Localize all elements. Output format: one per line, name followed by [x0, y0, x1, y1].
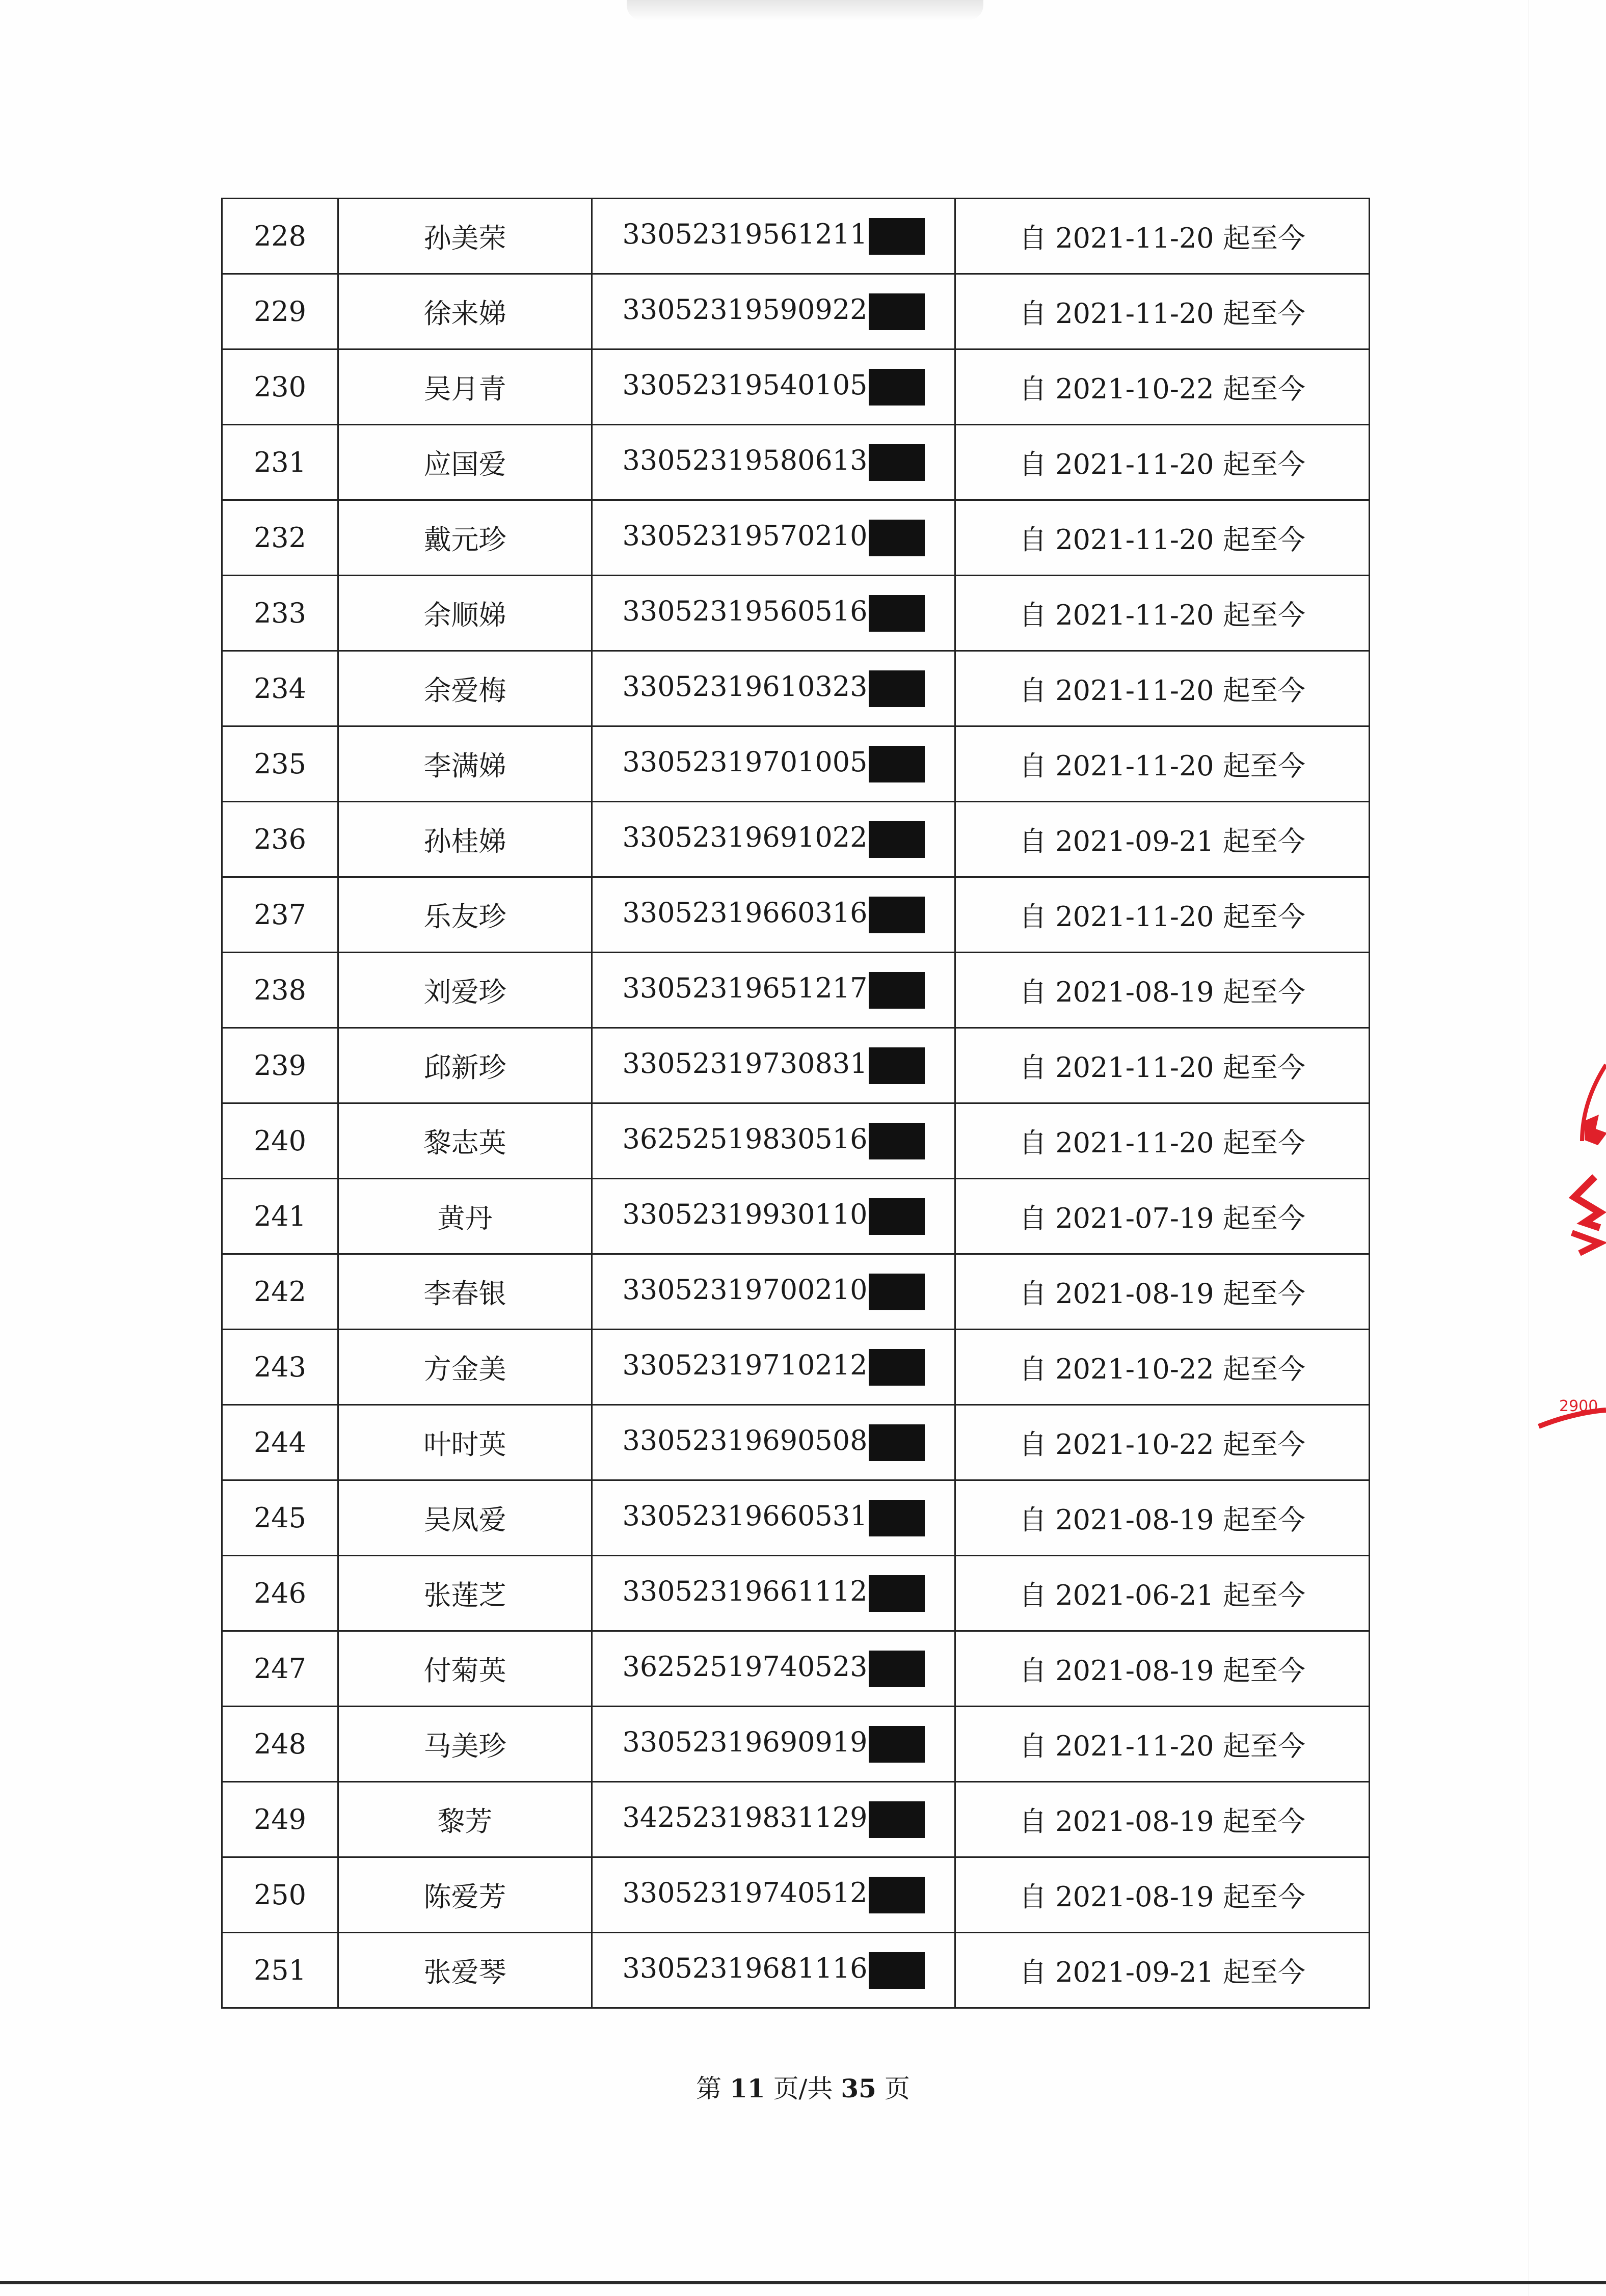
person-name: 徐来娣	[338, 274, 592, 349]
person-name: 李春银	[338, 1254, 592, 1330]
person-name: 乐友珍	[338, 877, 592, 953]
row-number: 235	[222, 726, 338, 802]
id-number-cell	[592, 1254, 955, 1330]
table-row	[222, 1028, 1370, 1103]
row-number: 249	[222, 1782, 338, 1857]
row-number: 236	[222, 802, 338, 877]
period-text: 自 2021-11-20 起至今	[955, 1028, 1370, 1103]
person-name: 刘爱珍	[338, 953, 592, 1028]
id-number-cell	[592, 1405, 955, 1480]
person-name: 孙美荣	[338, 199, 592, 274]
id-number-prefix: 33052319690919	[622, 1725, 868, 1758]
row-number: 248	[222, 1707, 338, 1782]
id-number-prefix: 36252519830516	[622, 1122, 868, 1155]
id-number-prefix: 33052319660531	[622, 1499, 868, 1532]
id-number-prefix: 33052319701005	[622, 745, 868, 778]
id-number-prefix: 33052319690508	[622, 1424, 868, 1456]
redaction-block	[869, 670, 925, 707]
id-number-cell	[592, 500, 955, 576]
period-text: 自 2021-11-20 起至今	[955, 274, 1370, 349]
records-table-body	[222, 199, 1370, 2008]
person-name: 李满娣	[338, 726, 592, 802]
period-text: 自 2021-08-19 起至今	[955, 1857, 1370, 1933]
person-name: 张爱琴	[338, 1933, 592, 2008]
person-name: 孙桂娣	[338, 802, 592, 877]
table-row	[222, 802, 1370, 877]
row-number: 234	[222, 651, 338, 726]
redaction-block	[869, 1424, 925, 1461]
redaction-block	[869, 1877, 925, 1913]
period-text: 自 2021-10-22 起至今	[955, 349, 1370, 425]
redaction-block	[869, 1726, 925, 1763]
table-row	[222, 199, 1370, 274]
row-number: 243	[222, 1330, 338, 1405]
table-row	[222, 1103, 1370, 1179]
id-number-prefix: 33052319930110	[622, 1198, 868, 1230]
table-row	[222, 425, 1370, 500]
id-number-prefix: 33052319651217	[622, 971, 868, 1004]
redaction-block	[869, 897, 925, 933]
id-number-prefix: 33052319590922	[622, 293, 868, 326]
period-text: 自 2021-08-19 起至今	[955, 1480, 1370, 1556]
red-seal-fragment	[1534, 1060, 1606, 1447]
person-name: 黄丹	[338, 1179, 592, 1254]
table-row	[222, 651, 1370, 726]
redaction-block	[869, 520, 925, 556]
person-name: 付菊英	[338, 1631, 592, 1707]
redaction-block	[869, 1651, 925, 1687]
id-number-cell	[592, 1028, 955, 1103]
table-row	[222, 274, 1370, 349]
id-number-cell	[592, 802, 955, 877]
id-number-cell	[592, 1782, 955, 1857]
id-number-cell	[592, 877, 955, 953]
id-number-cell	[592, 199, 955, 274]
redaction-block	[869, 746, 925, 782]
row-number: 242	[222, 1254, 338, 1330]
id-number-cell	[592, 1480, 955, 1556]
id-number-cell	[592, 1707, 955, 1782]
redaction-block	[869, 1952, 925, 1989]
table-row	[222, 500, 1370, 576]
id-number-prefix: 34252319831129	[622, 1801, 868, 1833]
person-name: 戴元珍	[338, 500, 592, 576]
period-text: 自 2021-11-20 起至今	[955, 500, 1370, 576]
id-number-prefix: 36252519740523	[622, 1650, 868, 1683]
id-number-prefix: 33052319580613	[622, 444, 868, 476]
period-text: 自 2021-10-22 起至今	[955, 1405, 1370, 1480]
id-number-prefix: 33052319561211	[622, 218, 868, 250]
redaction-block	[869, 218, 925, 255]
row-number: 238	[222, 953, 338, 1028]
person-name: 马美珍	[338, 1707, 592, 1782]
period-text: 自 2021-11-20 起至今	[955, 651, 1370, 726]
seal-fragment-text: 2900	[1559, 1397, 1598, 1415]
id-number-cell	[592, 726, 955, 802]
records-table	[221, 198, 1370, 2009]
table-row	[222, 1933, 1370, 2008]
id-number-cell	[592, 349, 955, 425]
redaction-block	[869, 1274, 925, 1310]
row-number: 244	[222, 1405, 338, 1480]
redaction-block	[869, 1349, 925, 1386]
id-number-cell	[592, 1857, 955, 1933]
id-number-prefix: 33052319681116	[622, 1952, 868, 1984]
person-name: 吴月青	[338, 349, 592, 425]
table-row	[222, 1857, 1370, 1933]
redaction-block	[869, 1500, 925, 1536]
period-text: 自 2021-11-20 起至今	[955, 877, 1370, 953]
person-name: 余爱梅	[338, 651, 592, 726]
person-name: 吴凤爱	[338, 1480, 592, 1556]
table-row	[222, 1480, 1370, 1556]
period-text: 自 2021-11-20 起至今	[955, 425, 1370, 500]
person-name: 陈爱芳	[338, 1857, 592, 1933]
table-row	[222, 877, 1370, 953]
table-row	[222, 576, 1370, 651]
table-row	[222, 1631, 1370, 1707]
row-number: 239	[222, 1028, 338, 1103]
id-number-prefix: 33052319661112	[622, 1575, 868, 1607]
table-row	[222, 1254, 1370, 1330]
period-text: 自 2021-08-19 起至今	[955, 1631, 1370, 1707]
page-footer	[0, 2068, 1606, 2105]
scan-shadow	[627, 0, 983, 20]
table-row	[222, 1556, 1370, 1631]
row-number: 232	[222, 500, 338, 576]
period-text: 自 2021-08-19 起至今	[955, 1254, 1370, 1330]
period-text: 自 2021-08-19 起至今	[955, 1782, 1370, 1857]
footer-page-number: 11	[730, 2073, 765, 2103]
row-number: 237	[222, 877, 338, 953]
person-name: 黎志英	[338, 1103, 592, 1179]
id-number-prefix: 33052319660316	[622, 896, 868, 929]
table-row	[222, 1405, 1370, 1480]
redaction-block	[869, 444, 925, 481]
table-row	[222, 726, 1370, 802]
redaction-block	[869, 1575, 925, 1612]
table-row	[222, 1330, 1370, 1405]
id-number-prefix: 33052319570210	[622, 519, 868, 552]
id-number-prefix: 33052319710212	[622, 1348, 868, 1381]
id-number-prefix: 33052319700210	[622, 1273, 868, 1306]
person-name: 应国爱	[338, 425, 592, 500]
footer-total-pages: 35	[841, 2073, 876, 2103]
row-number: 251	[222, 1933, 338, 2008]
redaction-block	[869, 369, 925, 406]
person-name: 邱新珍	[338, 1028, 592, 1103]
id-number-prefix: 33052319691022	[622, 821, 868, 853]
table-row	[222, 1707, 1370, 1782]
period-text: 自 2021-08-19 起至今	[955, 953, 1370, 1028]
row-number: 246	[222, 1556, 338, 1631]
row-number: 245	[222, 1480, 338, 1556]
id-number-prefix: 33052319730831	[622, 1047, 868, 1079]
row-number: 228	[222, 199, 338, 274]
redaction-block	[869, 972, 925, 1009]
row-number: 231	[222, 425, 338, 500]
id-number-prefix: 33052319560516	[622, 595, 868, 627]
id-number-prefix: 33052319540105	[622, 368, 868, 401]
id-number-cell	[592, 1103, 955, 1179]
id-number-cell	[592, 1556, 955, 1631]
redaction-block	[869, 1801, 925, 1838]
id-number-cell	[592, 1631, 955, 1707]
person-name: 张莲芝	[338, 1556, 592, 1631]
period-text: 自 2021-11-20 起至今	[955, 1707, 1370, 1782]
period-text: 自 2021-11-20 起至今	[955, 1103, 1370, 1179]
row-number: 230	[222, 349, 338, 425]
id-number-cell	[592, 651, 955, 726]
id-number-cell	[592, 576, 955, 651]
footer-middle: 页/共	[773, 2074, 833, 2103]
row-number: 250	[222, 1857, 338, 1933]
id-number-prefix: 33052319610323	[622, 670, 868, 703]
table-row	[222, 1782, 1370, 1857]
period-text: 自 2021-07-19 起至今	[955, 1179, 1370, 1254]
id-number-cell	[592, 1330, 955, 1405]
period-text: 自 2021-10-22 起至今	[955, 1330, 1370, 1405]
redaction-block	[869, 1198, 925, 1235]
person-name: 黎芳	[338, 1782, 592, 1857]
footer-prefix: 第	[696, 2074, 722, 2103]
row-number: 247	[222, 1631, 338, 1707]
redaction-block	[869, 1123, 925, 1159]
period-text: 自 2021-06-21 起至今	[955, 1556, 1370, 1631]
redaction-block	[869, 293, 925, 330]
period-text: 自 2021-11-20 起至今	[955, 576, 1370, 651]
id-number-cell	[592, 274, 955, 349]
row-number: 229	[222, 274, 338, 349]
period-text: 自 2021-11-20 起至今	[955, 199, 1370, 274]
scan-bottom-edge	[0, 2281, 1606, 2284]
table-row	[222, 349, 1370, 425]
period-text: 自 2021-09-21 起至今	[955, 1933, 1370, 2008]
person-name: 叶时英	[338, 1405, 592, 1480]
id-number-prefix: 33052319740512	[622, 1876, 868, 1909]
footer-suffix: 页	[884, 2074, 910, 2103]
row-number: 233	[222, 576, 338, 651]
row-number: 241	[222, 1179, 338, 1254]
id-number-cell	[592, 1933, 955, 2008]
row-number: 240	[222, 1103, 338, 1179]
table-row	[222, 1179, 1370, 1254]
table-row	[222, 953, 1370, 1028]
id-number-cell	[592, 425, 955, 500]
redaction-block	[869, 595, 925, 632]
id-number-cell	[592, 1179, 955, 1254]
period-text: 自 2021-09-21 起至今	[955, 802, 1370, 877]
person-name: 余顺娣	[338, 576, 592, 651]
id-number-cell	[592, 953, 955, 1028]
redaction-block	[869, 821, 925, 858]
period-text: 自 2021-11-20 起至今	[955, 726, 1370, 802]
person-name: 方金美	[338, 1330, 592, 1405]
redaction-block	[869, 1047, 925, 1084]
